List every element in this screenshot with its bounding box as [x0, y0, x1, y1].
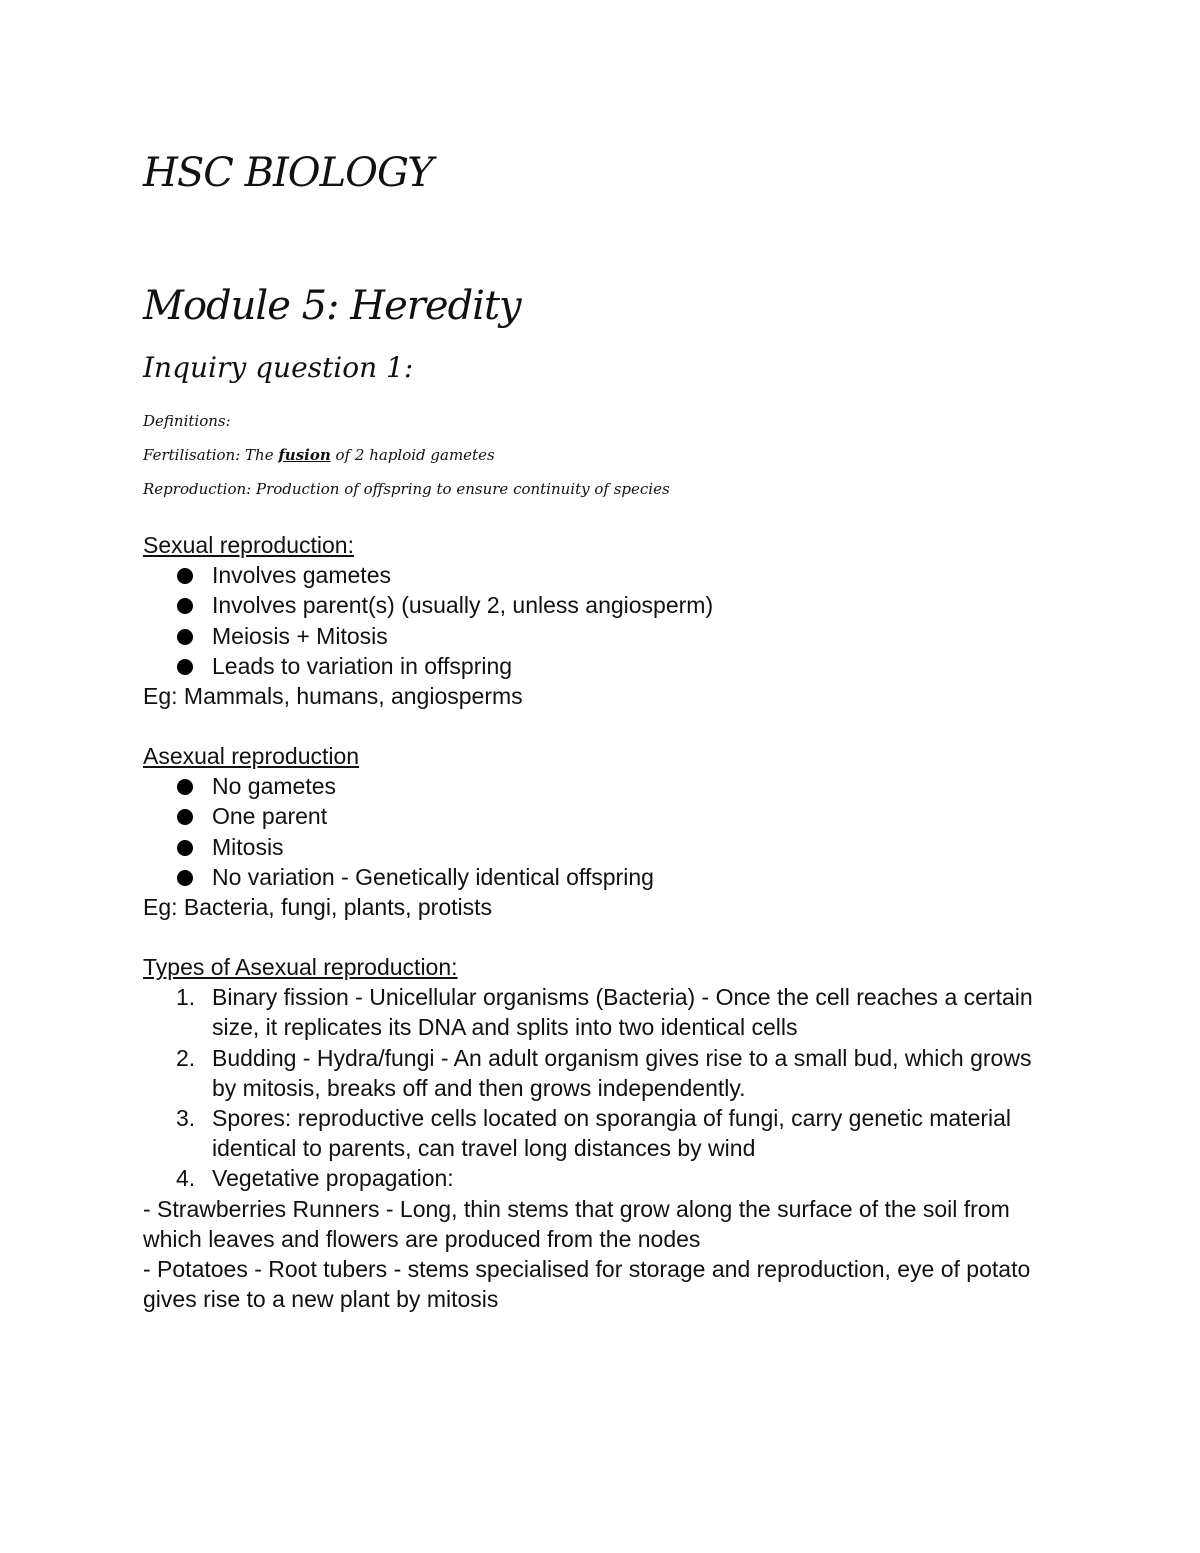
list-item-text: Involves gametes [212, 562, 391, 589]
sexual-reproduction-heading: Sexual reproduction: [143, 532, 354, 558]
asexual-types-section [143, 952, 1053, 1314]
list-item-text: No gametes [212, 773, 337, 800]
list-item [143, 1163, 1053, 1193]
bullet-icon [177, 809, 193, 825]
definitions-block [143, 404, 670, 506]
strawberries-note: - Strawberries Runners - Long, thin stems that grow along the surface of the soil from which leaves and flowers are produced from the nodes [143, 1195, 1010, 1252]
list-item-number: 1. [176, 984, 196, 1011]
bullet-icon [177, 568, 193, 584]
sexual-example: Eg: Mammals, humans, angiosperms [143, 683, 523, 710]
list-item-number: 2. [176, 1044, 196, 1071]
definition-fertilisation [143, 438, 670, 472]
list-item-text: Mitosis [212, 833, 284, 860]
asexual-types-heading: Types of Asexual reproduction: [143, 954, 458, 980]
definition-reproduction: Reproduction: Production of offspring to ensure continuity of species [143, 480, 670, 498]
fertilisation-prefix: Fertilisation: The [143, 446, 279, 464]
bullet-icon [177, 870, 193, 886]
asexual-reproduction-heading: Asexual reproduction [143, 743, 360, 769]
fertilisation-suffix: of 2 haploid gametes [330, 446, 495, 464]
list-item [143, 1103, 1053, 1163]
list-item [143, 801, 654, 831]
list-item [143, 651, 713, 681]
list-item-text: Budding - Hydra/fungi - An adult organism gives rise to a small bud, which grows by mitosis, breaks off and then grows independently. [212, 1044, 1032, 1101]
asexual-example: Eg: Bacteria, fungi, plants, protists [143, 894, 493, 921]
module-heading: Module 5: Heredity [143, 283, 521, 329]
bullet-icon [177, 779, 193, 795]
list-item-text: One parent [212, 803, 328, 830]
list-item-text: Spores: reproductive cells located on sporangia of fungi, carry genetic material identical to parents, can travel long distances by wind [212, 1105, 1012, 1162]
bullet-icon [177, 629, 193, 645]
bullet-icon [177, 840, 193, 856]
list-item [143, 621, 713, 651]
fusion-keyword: fusion [278, 446, 331, 464]
list-item-text: Binary fission - Unicellular organisms (Bacteria) - Once the cell reaches a certain size, it replicates its DNA and splits into two identical cells [212, 984, 1033, 1041]
sexual-bullet-list [143, 560, 713, 681]
list-item [143, 590, 713, 620]
bullet-icon [177, 598, 193, 614]
bullet-icon [177, 659, 193, 675]
list-item [143, 560, 713, 590]
inquiry-heading: Inquiry question 1: [143, 351, 414, 384]
list-item-text: Vegetative propagation: [212, 1165, 454, 1192]
list-item [143, 862, 654, 892]
list-item-text: No variation - Genetically identical offspring [212, 863, 654, 890]
list-item [143, 832, 654, 862]
list-item [143, 982, 1053, 1042]
definitions-heading: Definitions: [143, 412, 231, 430]
asexual-reproduction-section [143, 741, 654, 922]
asexual-types-list [143, 982, 1053, 1193]
sexual-reproduction-section [143, 530, 713, 711]
asexual-bullet-list [143, 771, 654, 892]
document-title: HSC BIOLOGY [143, 150, 433, 196]
potatoes-note: - Potatoes - Root tubers - stems specialised for storage and reproduction, eye of potato gives rise to a new plant by mitosis [143, 1256, 1031, 1313]
list-item-text: Leads to variation in offspring [212, 652, 513, 679]
list-item-number: 4. [176, 1165, 196, 1192]
list-item-number: 3. [176, 1105, 196, 1132]
list-item [143, 771, 654, 801]
list-item [143, 1043, 1053, 1103]
list-item-text: Involves parent(s) (usually 2, unless angiosperm) [212, 592, 714, 619]
list-item-text: Meiosis + Mitosis [212, 622, 388, 649]
